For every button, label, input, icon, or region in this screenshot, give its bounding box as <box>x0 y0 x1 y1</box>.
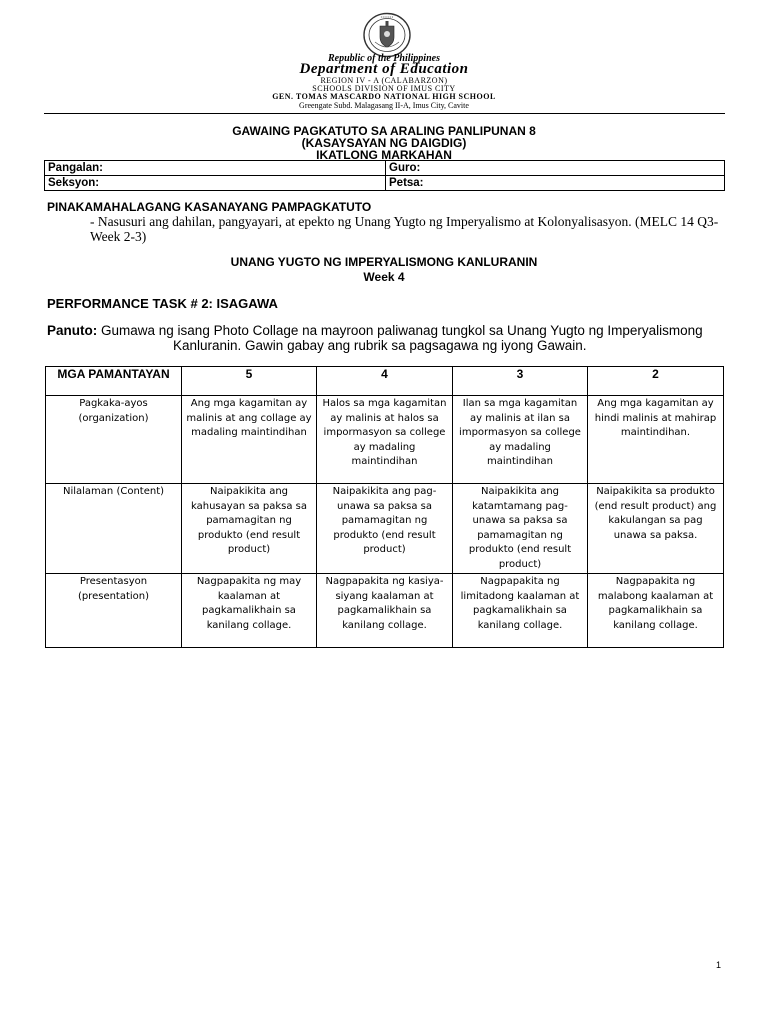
page-number: 1 <box>716 960 722 970</box>
department-label: Department of Education <box>299 61 469 77</box>
worksheet-title: GAWAING PAGKATUTO SA ARALING PANLIPUNAN 8 <box>232 124 536 138</box>
school-address: Greengate Subd. Malagasang II-A, Imus City, Cavite <box>299 101 469 110</box>
rubric-header-4: 4 <box>317 367 453 396</box>
lesson-week: Week 4 <box>363 270 405 284</box>
rubric-cell-2: Naipakikita sa produkto (end result product) ang kakulangan sa pag unawa sa paksa. <box>588 484 724 574</box>
rubric-cell-2: Nagpapakita ng malabong kaalaman at pagkamalikhain sa kanilang collage. <box>588 574 724 648</box>
date-field[interactable]: Petsa: <box>386 176 725 191</box>
rubric-row <box>46 484 724 574</box>
svg-text:•••••••: ••••••• <box>380 15 394 20</box>
rubric-cell-4: Halos sa mga kagamitan ay malinis at halos sa impormasyon sa college ay madaling maintindihan <box>317 396 453 484</box>
rubric-cell-5: Ang mga kagamitan ay malinis at ang collage ay madaling maintindihan <box>182 396 317 484</box>
instructions-line-2: Kanluranin. Gawin gabay ang rubrik sa pagsagawa ng iyong Gawain. <box>173 338 587 353</box>
melc-heading: PINAKAMAHALAGANG KASANAYANG PAMPAGKATUTO <box>47 200 372 214</box>
rubric-header-2: 2 <box>588 367 724 396</box>
rubric-header-5: 5 <box>182 367 317 396</box>
name-field[interactable]: Pangalan: <box>45 161 386 176</box>
rubric-row <box>46 574 724 648</box>
rubric-header-3: 3 <box>453 367 588 396</box>
rubric-cell-2: Ang mga kagamitan ay hindi malinis at mahirap maintindihan. <box>588 396 724 484</box>
melc-text: - Nasusuri ang dahilan, pangyayari, at epekto ng Unang Yugto ng Imperyalismo at Kolonyalisasyon. (MELC 14 Q3- Week 2-3) <box>90 214 719 244</box>
lesson-title: UNANG YUGTO NG IMPERYALISMONG KANLURANIN <box>230 255 538 269</box>
rubric-cell-3: Nagpapakita ng limitadong kaalaman at pagkamalikhain sa kanilang collage. <box>453 574 588 648</box>
instructions <box>47 323 737 353</box>
rubric-criterion: Nilalaman (Content) <box>46 484 182 574</box>
rubric-cell-4: Naipakikita ang pag-unawa sa paksa sa pamamagitan ng produkto (end result product) <box>317 484 453 574</box>
header-divider <box>44 113 725 114</box>
region-label: REGION IV - A (CALABARZON) <box>320 76 448 85</box>
rubric-header-row <box>46 367 724 396</box>
teacher-field[interactable]: Guro: <box>386 161 725 176</box>
rubric-header-criteria: MGA PAMANTAYAN <box>46 367 182 396</box>
rubric-row <box>46 396 724 484</box>
rubric-criterion: Presentasyon (presentation) <box>46 574 182 648</box>
worksheet-subject: (KASAYSAYAN NG DAIGDIG) <box>301 136 467 150</box>
rubric-cell-5: Nagpapakita ng may kaalaman at pagkamalikhain sa kanilang collage. <box>182 574 317 648</box>
division-label: SCHOOLS DIVISION OF IMUS CITY <box>312 84 456 93</box>
instructions-label: Panuto: <box>47 323 98 338</box>
rubric-cell-3: Naipakikita ang katamtamang pag-unawa sa paksa sa pamamagitan ng produkto (end result product) <box>453 484 588 574</box>
rubric-cell-5: Naipakikita ang kahusayan sa paksa sa pamamagitan ng produkto (end result product) <box>182 484 317 574</box>
rubric-cell-3: Ilan sa mga kagamitan ay malinis at ilan sa impormasyon sa college ay madaling maintindihan <box>453 396 588 484</box>
performance-task-title: PERFORMANCE TASK # 2: ISAGAWA <box>47 296 278 311</box>
school-name: GEN. TOMAS MASCARDO NATIONAL HIGH SCHOOL <box>272 92 496 101</box>
rubric-cell-4: Nagpapakita ng kasiya- siyang kaalaman at pagkamalikhain sa kanilang collage. <box>317 574 453 648</box>
deped-seal-icon <box>362 12 412 58</box>
rubric-table <box>45 366 724 648</box>
rubric-criterion: Pagkaka-ayos (organization) <box>46 396 182 484</box>
instructions-line-1: Gumawa ng isang Photo Collage na mayroon paliwanag tungkol sa Unang Yugto ng Imperyalismong <box>101 323 703 338</box>
republic-label: Republic of the Philippines <box>328 53 440 64</box>
student-info-table <box>44 160 725 191</box>
section-field[interactable]: Seksyon: <box>45 176 386 191</box>
worksheet-quarter: IKATLONG MARKAHAN <box>316 148 452 162</box>
